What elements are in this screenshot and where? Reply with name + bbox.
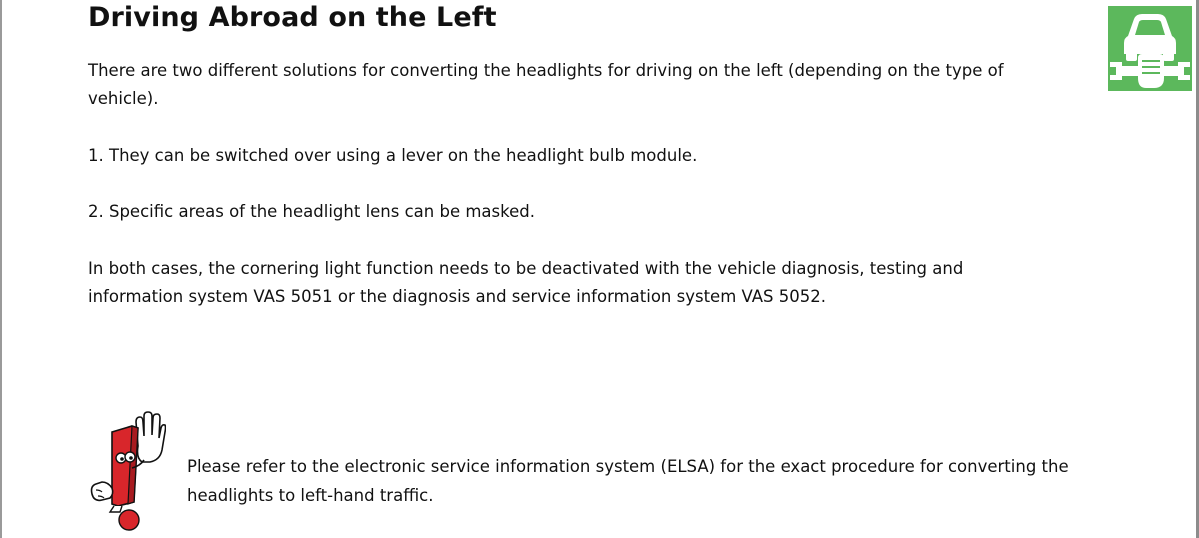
note-text: Please refer to the electronic service information system (ELSA) for the exact procedure for converting the headlights to left-hand traffic. [187,457,1069,505]
intro-paragraph: There are two different solutions for converting the headlights for driving on the left (depending on the type of vehicle). [88,61,1004,108]
page-title: Driving Abroad on the Left [88,2,497,33]
exclamation-mascot-icon [86,410,166,532]
solution-item-2: 2. Specific areas of the headlight lens can be masked. [88,202,535,221]
both-cases-paragraph: In both cases, the cornering light function needs to be deactivated with the vehicle diagnosis, testing and information system VAS 5051 or the diagnosis and service information system VAS 5052. [88,259,964,306]
car-wrench-icon [1108,6,1192,91]
solution-item-1: 1. They can be switched over using a lever on the headlight bulb module. [88,146,698,165]
page-border-left [0,0,2,538]
